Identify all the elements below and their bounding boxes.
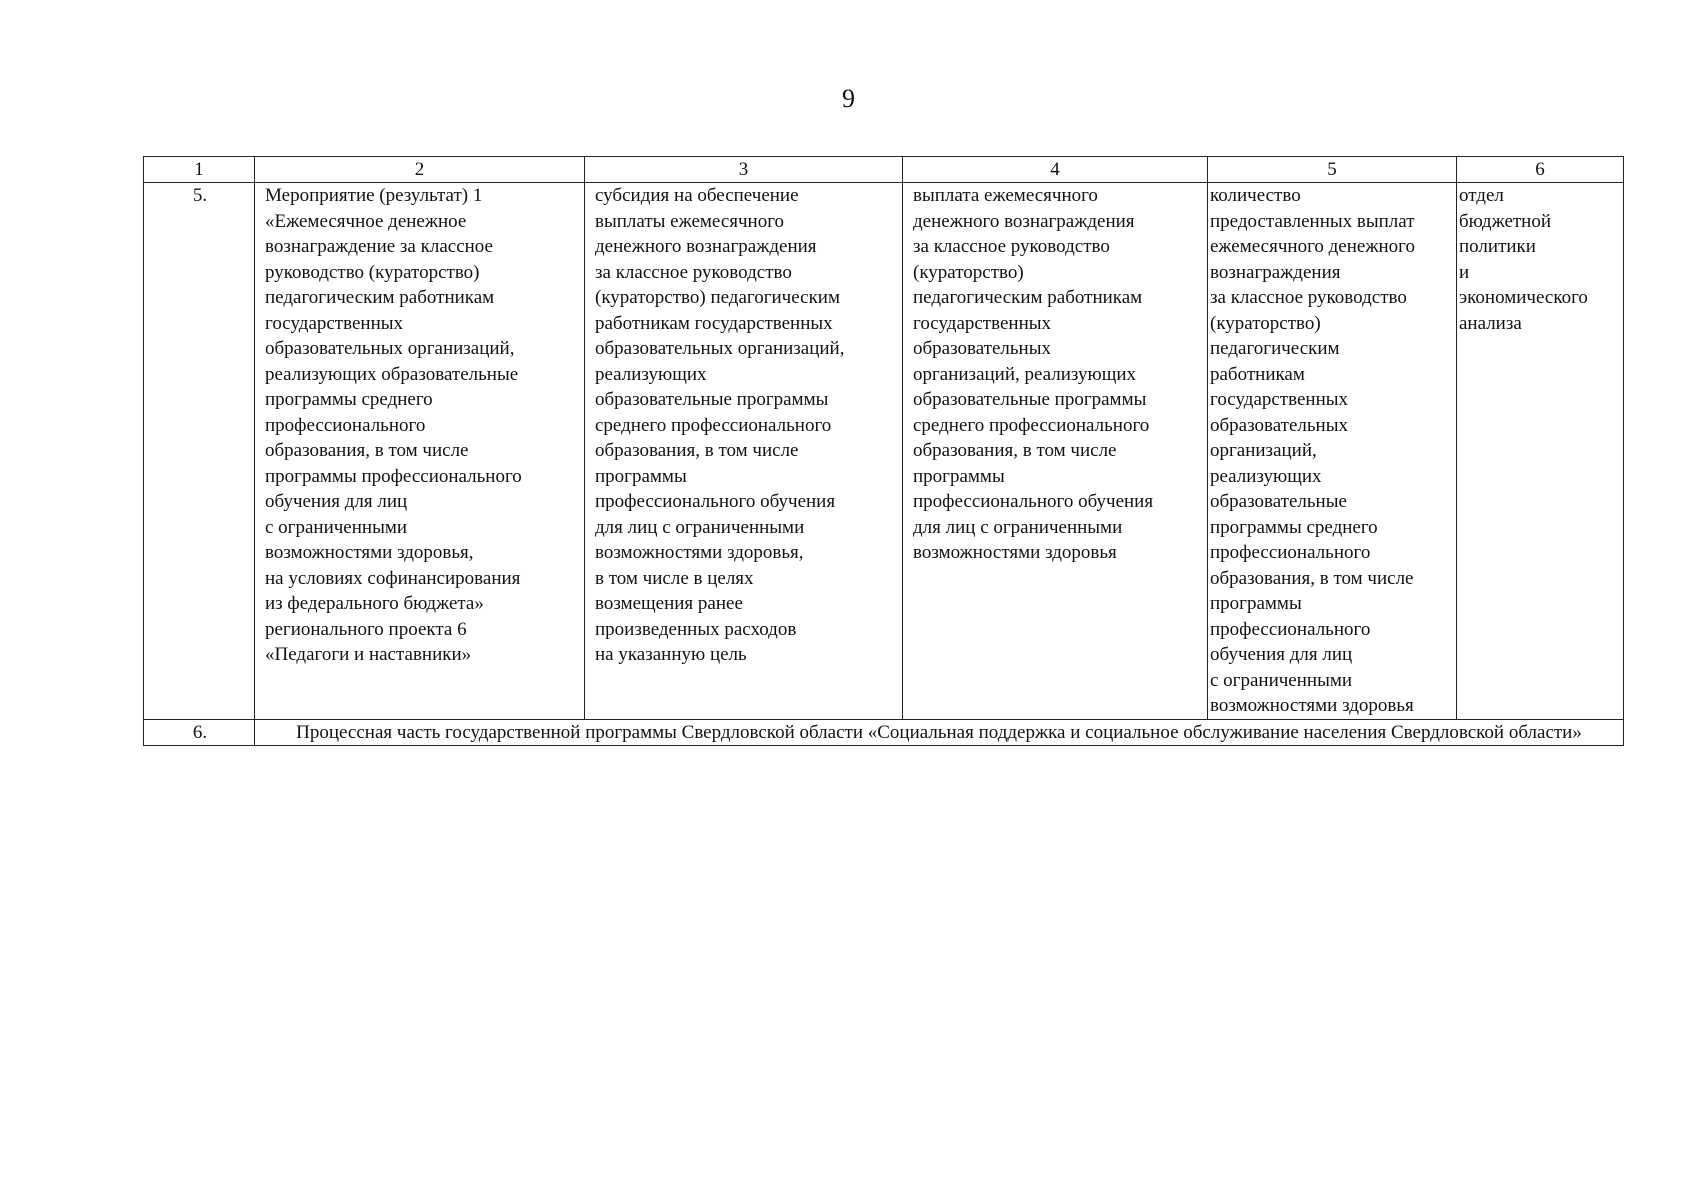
column-header-6: 6 bbox=[1457, 157, 1624, 183]
responsible-department-text: отдел бюджетной политики и экономического анализа bbox=[1459, 185, 1588, 334]
program-table bbox=[143, 156, 1624, 746]
column-header-4: 4 bbox=[903, 157, 1208, 183]
subsidy-description-text: субсидия на обеспечение выплаты ежемесячного денежного вознаграждения за классное руководство (кураторство) педагогическим работникам государственных образовательных организаций, реализующих образовательные программы среднего профессионального образования, в том числе программы профессионального обучения для лиц с ограниченными возможностями здоровья, в том числе в целях возмещения ранее произведенных расходов на указанную цель bbox=[595, 185, 845, 665]
column-header-5: 5 bbox=[1208, 157, 1457, 183]
column-header-2: 2 bbox=[255, 157, 585, 183]
table-header-row bbox=[144, 157, 1624, 183]
table-row-5 bbox=[144, 183, 1624, 720]
payment-description-text: выплата ежемесячного денежного вознаграждения за классное руководство (кураторство) педагогическим работникам государственных образовательных организаций, реализующих образовательные программы среднего профессионального образования, в том числе программы профессионального обучения для лиц с ограниченными возможностями здоровья bbox=[913, 185, 1154, 563]
payment-description-cell bbox=[903, 183, 1208, 720]
column-header-1: 1 bbox=[144, 157, 255, 183]
measure-name-text: Мероприятие (результат) 1 «Ежемесячное денежное вознаграждение за классное руководство (кураторство) педагогическим работникам государственных образовательных организаций, реализующих образовательные программы среднего профессионального образования, в том числе программы профессионального обучения для лиц с ограниченными возможностями здоровья, на условиях софинансирования из федерального бюджета» регионального проекта 6 «Педагоги и наставники» bbox=[265, 185, 522, 665]
column-header-3: 3 bbox=[585, 157, 903, 183]
responsible-department-cell bbox=[1457, 183, 1624, 720]
indicator-cell bbox=[1208, 183, 1457, 720]
row-number: 5. bbox=[144, 183, 255, 720]
page-number: 9 bbox=[842, 84, 855, 113]
subsidy-description-cell bbox=[585, 183, 903, 720]
process-part-cell: Процессная часть государственной программы Свердловской области «Социальная поддержка и социальное обслуживание населения Свердловской области» bbox=[255, 719, 1624, 746]
table-row-6 bbox=[144, 719, 1624, 746]
row-number: 6. bbox=[144, 719, 255, 746]
indicator-text: количество предоставленных выплат ежемесячного денежного вознаграждения за классное руководство (кураторство) педагогическим работникам государственных образовательных организаций, реализующих образовательные программы среднего профессионального образования, в том числе программы профессионального обучения для лиц с ограниченными возможностями здоровья bbox=[1210, 185, 1415, 716]
measure-name-cell bbox=[255, 183, 585, 720]
